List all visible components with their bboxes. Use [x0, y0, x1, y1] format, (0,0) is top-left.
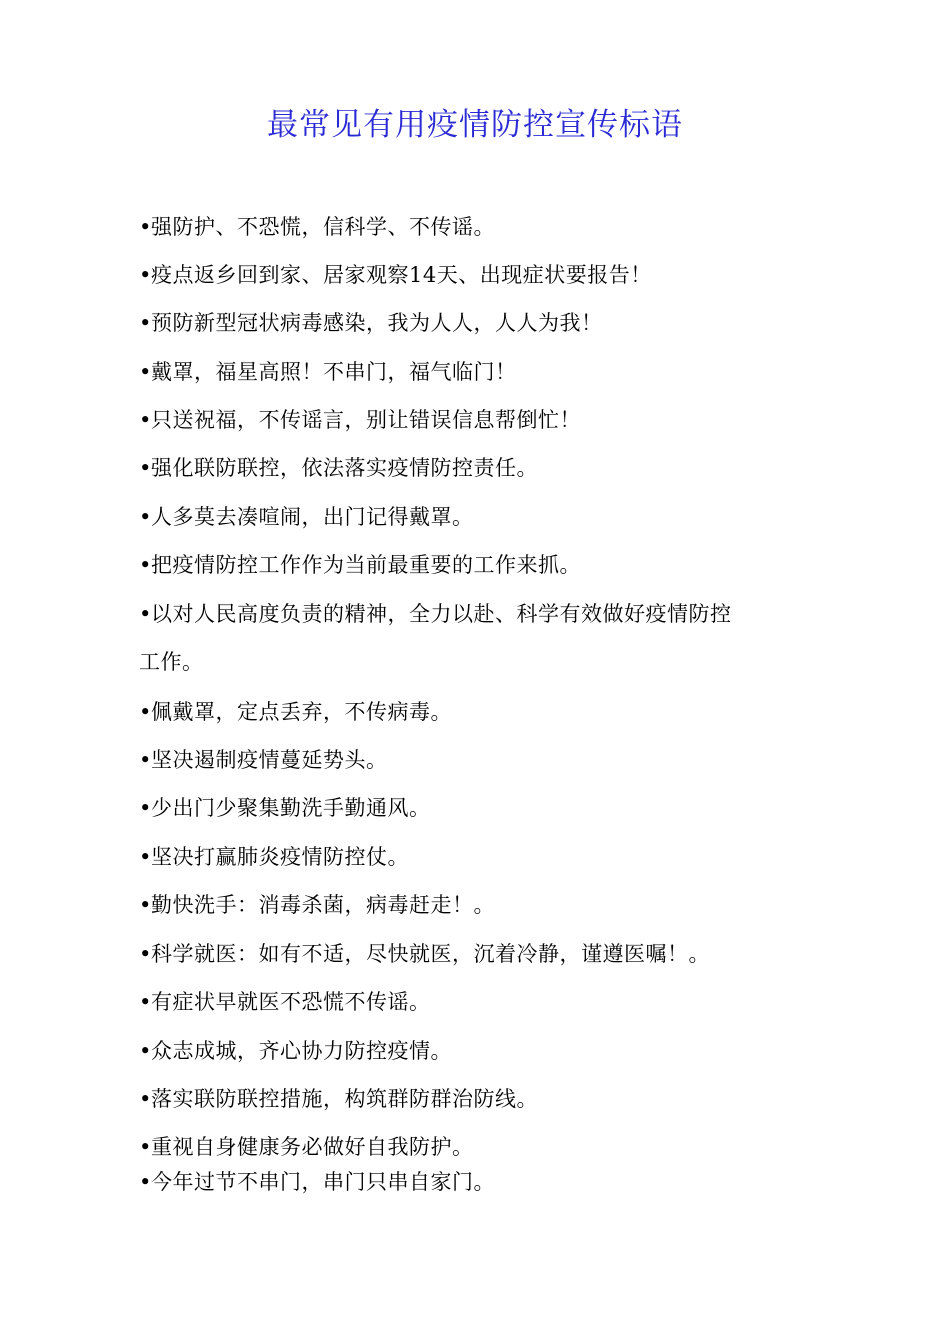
slogan-line	[139, 549, 581, 581]
bullet-icon: •	[139, 845, 152, 869]
slogan-line	[139, 744, 388, 776]
slogan-text: 以对人民高度负责的精神，全力以赴、科学有效做好疫情防控	[151, 602, 732, 626]
bullet-icon: •	[139, 942, 152, 966]
slogan-line	[139, 501, 474, 533]
slogan-line	[139, 938, 710, 970]
slogan-continuation: 工作。	[139, 650, 204, 674]
slogan-line	[139, 452, 538, 484]
slogan-text: 勤快洗手：消毒杀菌，病毒赶走！。	[151, 893, 495, 917]
slogan-text: 预防新型冠状病毒感染，我为人人，人人为我！	[151, 311, 603, 335]
bullet-icon: •	[139, 553, 152, 577]
bullet-icon: •	[139, 748, 152, 772]
slogan-line	[139, 696, 452, 728]
slogan-text: 只送祝福，不传谣言，别让错误信息帮倒忙！	[151, 408, 581, 432]
slogan-text: 强化联防联控，依法落实疫情防控责任。	[151, 456, 538, 480]
slogan-text: 重视自身健康务必做好自我防护。	[151, 1135, 474, 1159]
slogan-text: 疫点返乡回到家、居家观察14天、出现症状要报告！	[151, 263, 652, 287]
bullet-icon: •	[139, 602, 152, 626]
slogan-line	[139, 307, 603, 339]
slogan-text: 少出门少聚集勤洗手勤通风。	[151, 796, 431, 820]
bullet-icon: •	[139, 215, 152, 239]
slogan-line	[139, 211, 495, 243]
slogan-text: 把疫情防控工作作为当前最重要的工作来抓。	[151, 553, 581, 577]
bullet-icon: •	[139, 311, 152, 335]
bullet-icon: •	[139, 796, 152, 820]
bullet-icon: •	[139, 990, 152, 1014]
slogan-text: 人多莫去凑喧闹，出门记得戴罩。	[151, 505, 474, 529]
slogan-text: 落实联防联控措施，构筑群防群治防线。	[151, 1087, 538, 1111]
slogan-line	[139, 841, 409, 873]
document-title: 最常见有用疫情防控宣传标语	[267, 107, 683, 143]
slogan-line	[139, 889, 495, 921]
slogan-text: 有症状早就医不恐慌不传谣。	[151, 990, 431, 1014]
slogan-line	[139, 986, 431, 1018]
slogan-text: 今年过节不串门，串门只串自家门。	[151, 1170, 495, 1194]
slogan-line	[139, 404, 581, 436]
bullet-icon: •	[139, 893, 152, 917]
slogan-line	[139, 598, 732, 630]
slogan-text: 众志成城，齐心协力防控疫情。	[151, 1039, 452, 1063]
slogan-line	[139, 1131, 474, 1163]
slogan-text: 佩戴罩，定点丢弃，不传病毒。	[151, 700, 452, 724]
bullet-icon: •	[139, 1170, 152, 1194]
slogan-text: 强防护、不恐慌，信科学、不传谣。	[151, 215, 495, 239]
slogan-text: 坚决打赢肺炎疫情防控仗。	[151, 845, 409, 869]
bullet-icon: •	[139, 1039, 152, 1063]
slogan-text: 科学就医：如有不适，尽快就医，沉着冷静，谨遵医嘱！。	[151, 942, 710, 966]
slogan-line	[139, 1166, 495, 1198]
bullet-icon: •	[139, 456, 152, 480]
bullet-icon: •	[139, 1087, 152, 1111]
slogan-line	[139, 356, 517, 388]
bullet-icon: •	[139, 263, 152, 287]
bullet-icon: •	[139, 360, 152, 384]
slogan-text: 戴罩，福星高照！不串门，福气临门！	[151, 360, 517, 384]
bullet-icon: •	[139, 700, 152, 724]
slogan-line	[139, 1083, 538, 1115]
bullet-icon: •	[139, 1135, 152, 1159]
slogan-text: 坚决遏制疫情蔓延势头。	[151, 748, 388, 772]
slogan-line	[139, 792, 431, 824]
bullet-icon: •	[139, 408, 152, 432]
slogan-line	[139, 1035, 452, 1067]
bullet-icon: •	[139, 505, 152, 529]
slogan-line	[139, 259, 652, 291]
